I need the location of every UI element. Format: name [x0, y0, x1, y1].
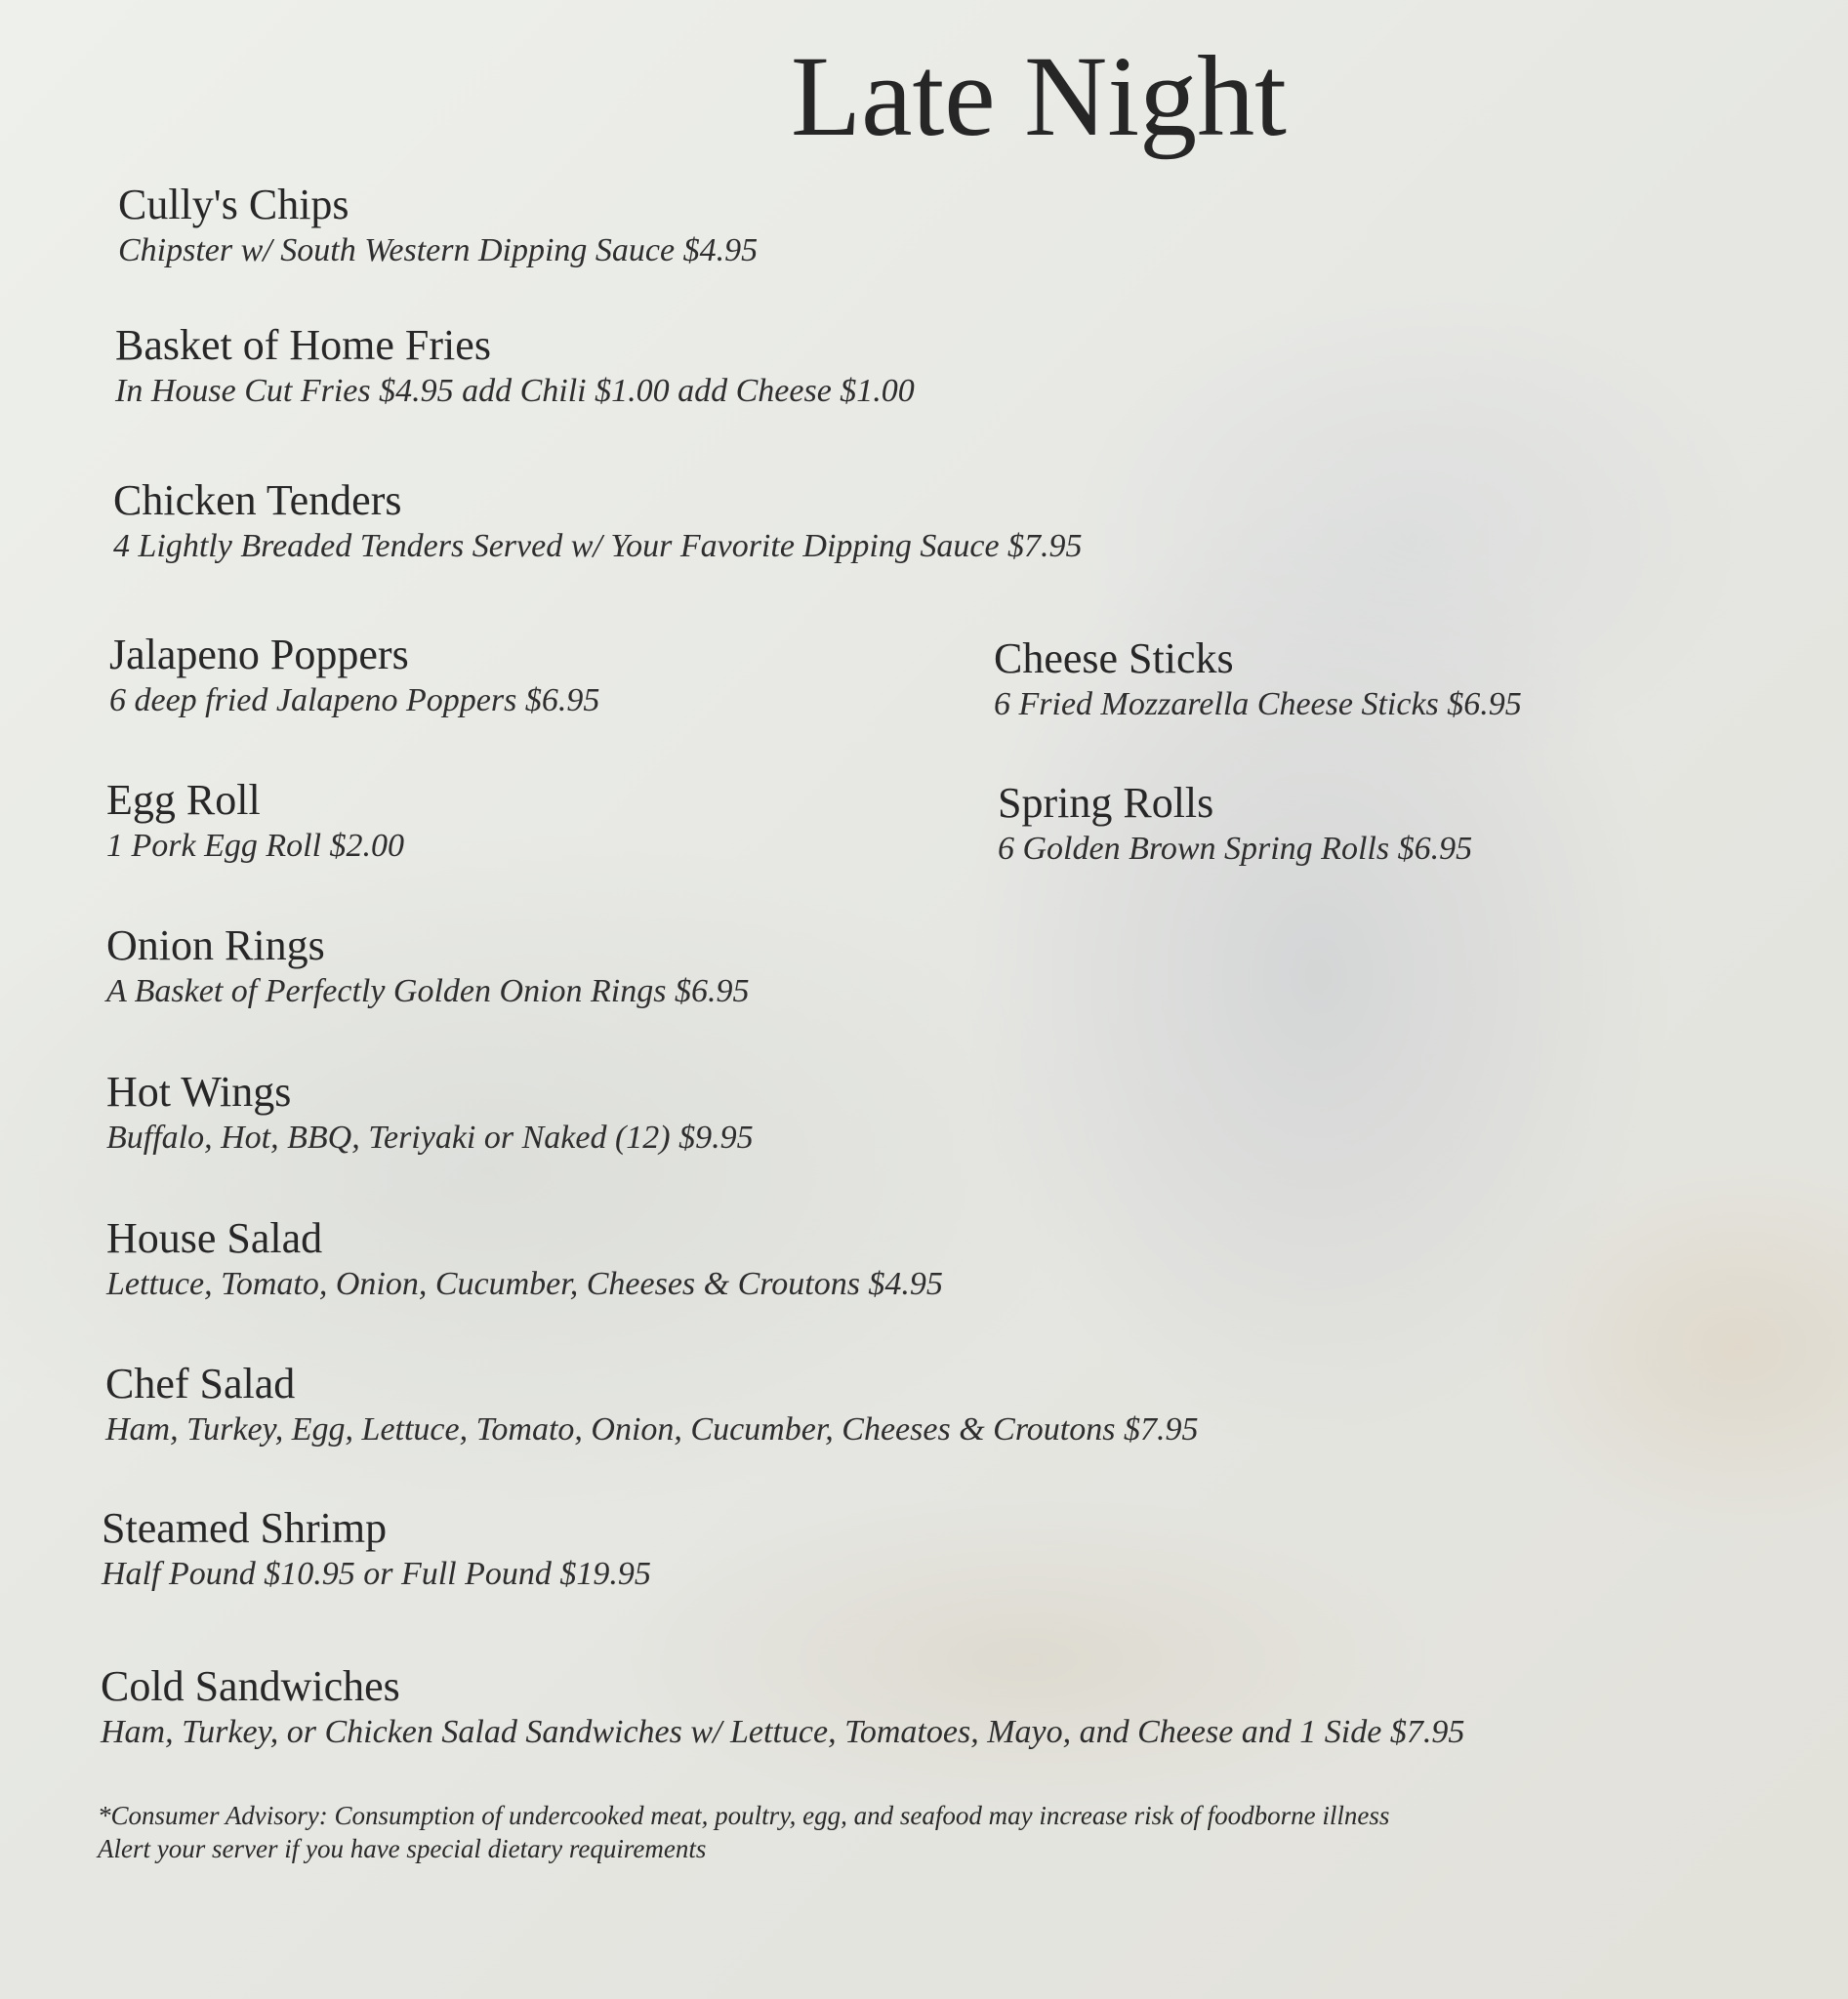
menu-item-home-fries	[115, 320, 915, 412]
menu-item-house-salad	[106, 1213, 943, 1305]
item-description: A Basket of Perfectly Golden Onion Rings $6.95	[106, 973, 750, 1009]
item-name: Chicken Tenders	[113, 476, 402, 524]
menu-item-chef-salad	[105, 1359, 1198, 1450]
item-name: Jalapeno Poppers	[109, 631, 409, 678]
menu-item-chicken-tenders	[113, 475, 1083, 567]
item-description: Chipster w/ South Western Dipping Sauce $4.95	[118, 232, 759, 268]
item-name: Cold Sandwiches	[101, 1662, 400, 1710]
menu-item-hot-wings	[106, 1067, 754, 1159]
item-name: Onion Rings	[106, 921, 325, 969]
item-description: 6 deep fried Jalapeno Poppers $6.95	[109, 682, 600, 718]
item-name: Chef Salad	[105, 1360, 296, 1407]
menu-item-cheese-sticks	[994, 633, 1522, 725]
menu-item-steamed-shrimp	[102, 1503, 651, 1595]
item-name: Cully's Chips	[118, 181, 349, 228]
menu-title: Late Night	[791, 32, 1287, 160]
advisory-line-1: *Consumer Advisory: Consumption of undercooked meat, poultry, egg, and seafood may increase risk of foodborne illness	[98, 1801, 1390, 1830]
consumer-advisory	[98, 1799, 1389, 1865]
item-name: House Salad	[106, 1214, 323, 1262]
item-description: Lettuce, Tomato, Onion, Cucumber, Cheeses & Croutons $4.95	[106, 1266, 943, 1302]
item-description: 6 Fried Mozzarella Cheese Sticks $6.95	[994, 686, 1522, 722]
item-description: In House Cut Fries $4.95 add Chili $1.00 add Cheese $1.00	[115, 373, 915, 409]
item-description: Ham, Turkey, or Chicken Salad Sandwiches w/ Lettuce, Tomatoes, Mayo, and Cheese and 1 Side $7.95	[101, 1714, 1465, 1750]
item-name: Basket of Home Fries	[115, 321, 491, 369]
item-name: Cheese Sticks	[994, 634, 1234, 682]
item-description: 6 Golden Brown Spring Rolls $6.95	[998, 831, 1473, 867]
item-name: Spring Rolls	[998, 779, 1214, 827]
item-name: Steamed Shrimp	[102, 1504, 388, 1552]
item-name: Egg Roll	[106, 776, 261, 824]
menu-item-egg-roll	[106, 775, 404, 867]
item-description: Half Pound $10.95 or Full Pound $19.95	[102, 1556, 651, 1592]
menu-item-onion-rings	[106, 920, 749, 1012]
advisory-line-2: Alert your server if you have special dietary requirements	[98, 1834, 707, 1863]
item-description: 1 Pork Egg Roll $2.00	[106, 828, 405, 864]
menu-item-cullys-chips	[118, 180, 758, 271]
menu-item-spring-rolls	[998, 778, 1472, 870]
menu-item-cold-sandwiches	[101, 1661, 1464, 1753]
item-description: Buffalo, Hot, BBQ, Teriyaki or Naked (12) $9.95	[106, 1120, 754, 1156]
item-description: Ham, Turkey, Egg, Lettuce, Tomato, Onion, Cucumber, Cheeses & Croutons $7.95	[105, 1411, 1199, 1448]
menu-item-jalapeno-poppers	[109, 630, 599, 721]
item-description: 4 Lightly Breaded Tenders Served w/ Your Favorite Dipping Sauce $7.95	[113, 528, 1083, 564]
item-name: Hot Wings	[106, 1068, 292, 1116]
